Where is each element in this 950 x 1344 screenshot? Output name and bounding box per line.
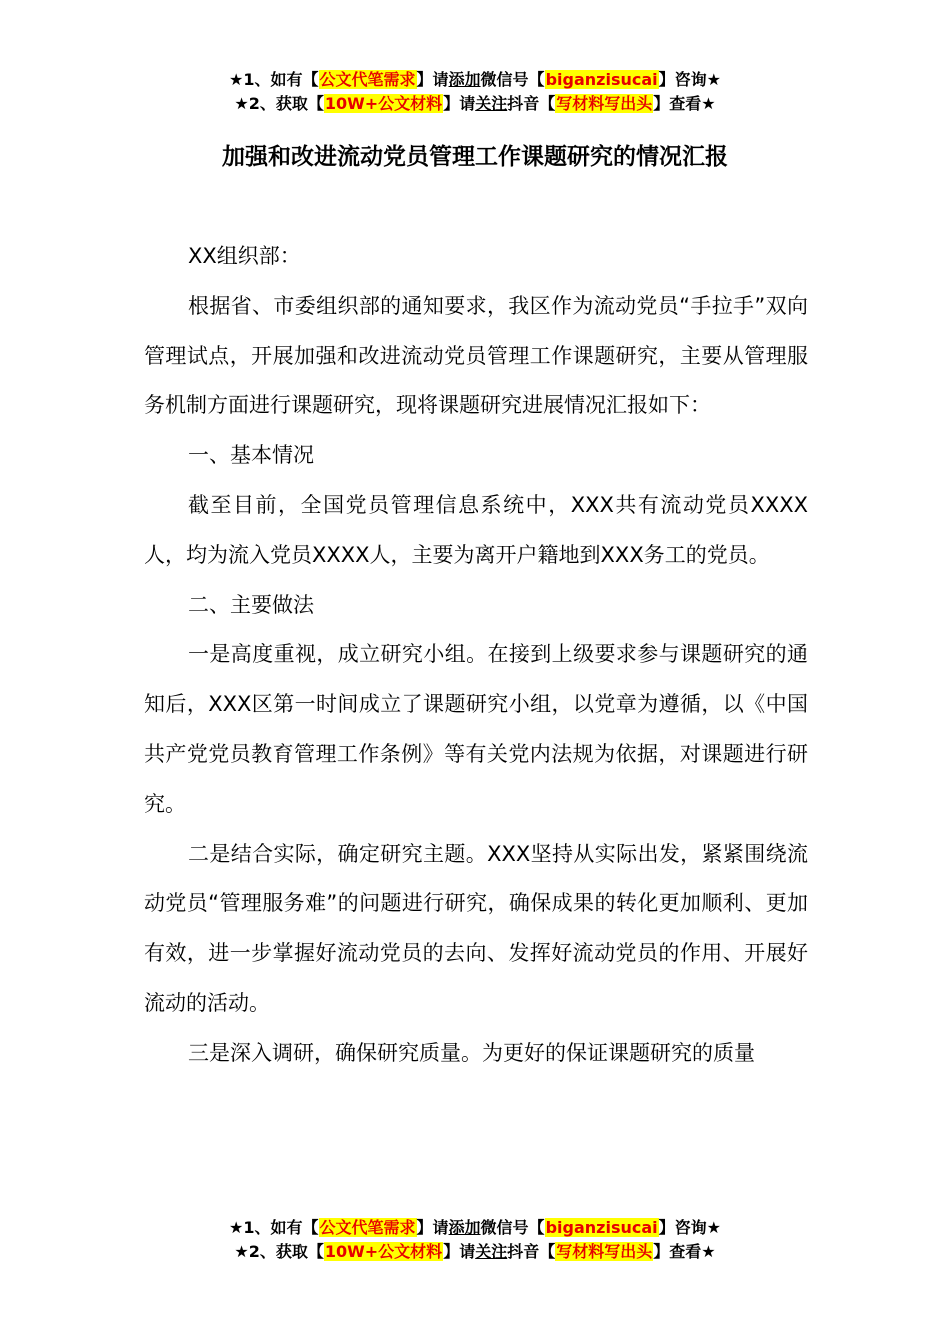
- paragraph: 根据省、市委组织部的通知要求，我区作为流动党员“手拉手”双向管理试点，开展加强和改进流动党员管理工作课题研究，主要从管理服务机制方面进行课题研究，现将课题研究进展情况汇报如下：: [144, 293, 808, 418]
- paragraph: 三是深入调研，确保研究质量。为更好的保证课题研究的质量: [188, 1040, 755, 1065]
- banner-line-1: ★1、如有【公文代笔需求】请添加微信号【biganzisucai】咨询★: [229, 70, 721, 89]
- document-title: 加强和改进流动党员管理工作课题研究的情况汇报: [222, 144, 728, 170]
- paragraph: 截至目前，全国党员管理信息系统中，XXX共有流动党员XXXX人，均为流入党员XXXX人，主要为离开户籍地到XXX务工的党员。: [144, 492, 808, 567]
- highlight-douyin: 写材料写出头: [556, 1242, 653, 1261]
- highlight-service: 公文代笔需求: [319, 70, 416, 89]
- paragraph: 二是结合实际，确定研究主题。XXX坚持从实际出发，紧紧围绕流动党员“管理服务难”的问题进行研究，确保成果的转化更加顺利、更加有效，进一步掌握好流动党员的去向、发挥好流动党员的作用、开展好流动的活动。: [144, 841, 808, 1015]
- footer-banner: [0, 1216, 950, 1264]
- highlight-service: 公文代笔需求: [319, 1218, 416, 1237]
- document-body: [144, 232, 808, 1079]
- highlight-wechat-id: biganzisucai: [545, 70, 658, 89]
- paragraph: 一是高度重视，成立研究小组。在接到上级要求参与课题研究的通知后，XXX区第一时间成立了课题研究小组，以党章为遵循，以《中国共产党党员教育管理工作条例》等有关党内法规为依据，对课题进行研究。: [144, 642, 808, 816]
- highlight-materials: 10W+公文材料: [324, 1242, 443, 1261]
- header-banner: [0, 68, 950, 116]
- salutation: XX组织部：: [188, 244, 301, 268]
- section-heading: 一、基本情况: [188, 443, 314, 468]
- banner-line-1: ★1、如有【公文代笔需求】请添加微信号【biganzisucai】咨询★: [229, 1218, 721, 1237]
- banner-line-2: ★2、获取【10W+公文材料】请关注抖音【写材料写出头】查看★: [234, 1242, 716, 1261]
- highlight-materials: 10W+公文材料: [324, 94, 443, 113]
- highlight-wechat-id: biganzisucai: [545, 1218, 658, 1237]
- highlight-douyin: 写材料写出头: [556, 94, 653, 113]
- banner-line-2: ★2、获取【10W+公文材料】请关注抖音【写材料写出头】查看★: [234, 94, 716, 113]
- section-heading: 二、主要做法: [188, 592, 314, 617]
